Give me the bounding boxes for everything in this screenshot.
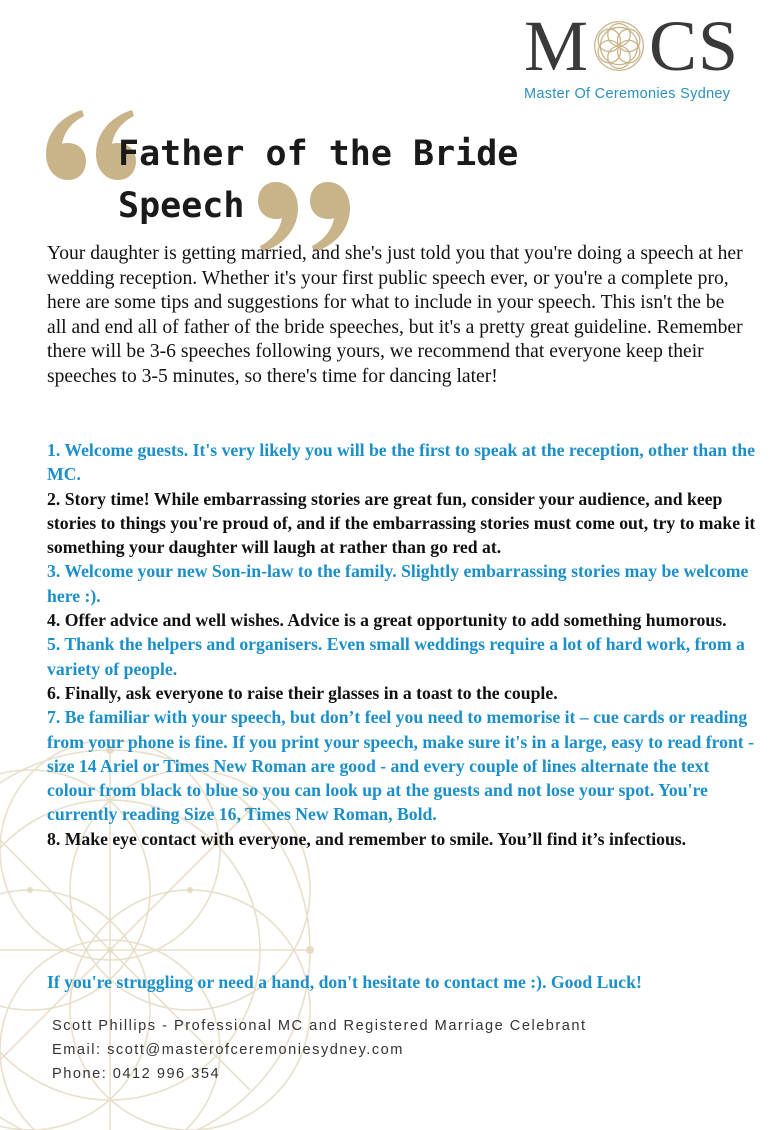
tip-item: 6. Finally, ask everyone to raise their glasses in a toast to the couple. [47,682,558,703]
page-title [118,128,518,232]
tip-item: 1. Welcome guests. It's very likely you will be the first to speak at the reception, other than the MC. [47,440,755,485]
logo-letter-m: M [524,6,590,86]
tip-item: 4. Offer advice and well wishes. Advice is a great opportunity to add something humorous. [47,610,727,631]
tip-item: 5. Thank the helpers and organisers. Even small weddings require a lot of hard work, from a variety of people. [47,634,745,679]
tip-item: 3. Welcome your new Son-in-law to the family. Slightly embarrassing stories may be welcome here :). [47,561,749,606]
footer-contact-details [52,1014,587,1086]
tip-item: 8. Make eye contact with everyone, and remember to smile. You’ll find it’s infectious. [47,828,687,849]
logo-letters-cs: CS [649,6,740,86]
intro-paragraph: Your daughter is getting married, and she's just told you that you're doing a speech at her wedding reception. Whether it's your first public speech ever, or you're a complete pro, here are some tips and suggestions for what to include in your speech. This isn't the be all and end all of father of the bride speeches, but it's a pretty great guideline. Remember there will be 3-6 speeches following yours, we recommend that everyone keep their speeches to 3-5 minutes, so there's time for dancing later! [47,243,743,387]
tips-list [47,438,759,851]
tip-item: 7. Be familiar with your speech, but don’t feel you need to memorise it – cue cards or reading from your phone is fine. If you print your speech, make sure it's in a large, easy to read front - size 14 Ariel or Times New Roman are good - and every couple of lines alternate the text colour from black to blue so you can look up at the guests and not lose your spot. You're currently reading Size 16, Times New Roman, Bold. [47,707,755,825]
footer-email: Email: scott@masterofceremoniesydney.com [52,1042,404,1058]
tip-item: 2. Story time! While embarrassing stories are great fun, consider your audience, and keep stories to things you're proud of, and if the embarrassing stories must come out, try to make it something your daughter will laugh at rather than go red at. [47,488,756,558]
footer-phone: Phone: 0412 996 354 [52,1066,221,1082]
title-line-1: Father of the Bride [118,134,519,174]
mocs-logo [524,6,764,102]
logo-subtitle: Master Of Ceremonies Sydney [524,86,731,102]
logo-wordmark [524,6,739,86]
geometric-ring-icon [590,18,648,74]
contact-note: If you're struggling or need a hand, don't hesitate to contact me :). Good Luck! [47,972,642,992]
title-line-2: Speech [118,186,245,226]
footer-name: Scott Phillips - Professional MC and Registered Marriage Celebrant [52,1018,587,1034]
